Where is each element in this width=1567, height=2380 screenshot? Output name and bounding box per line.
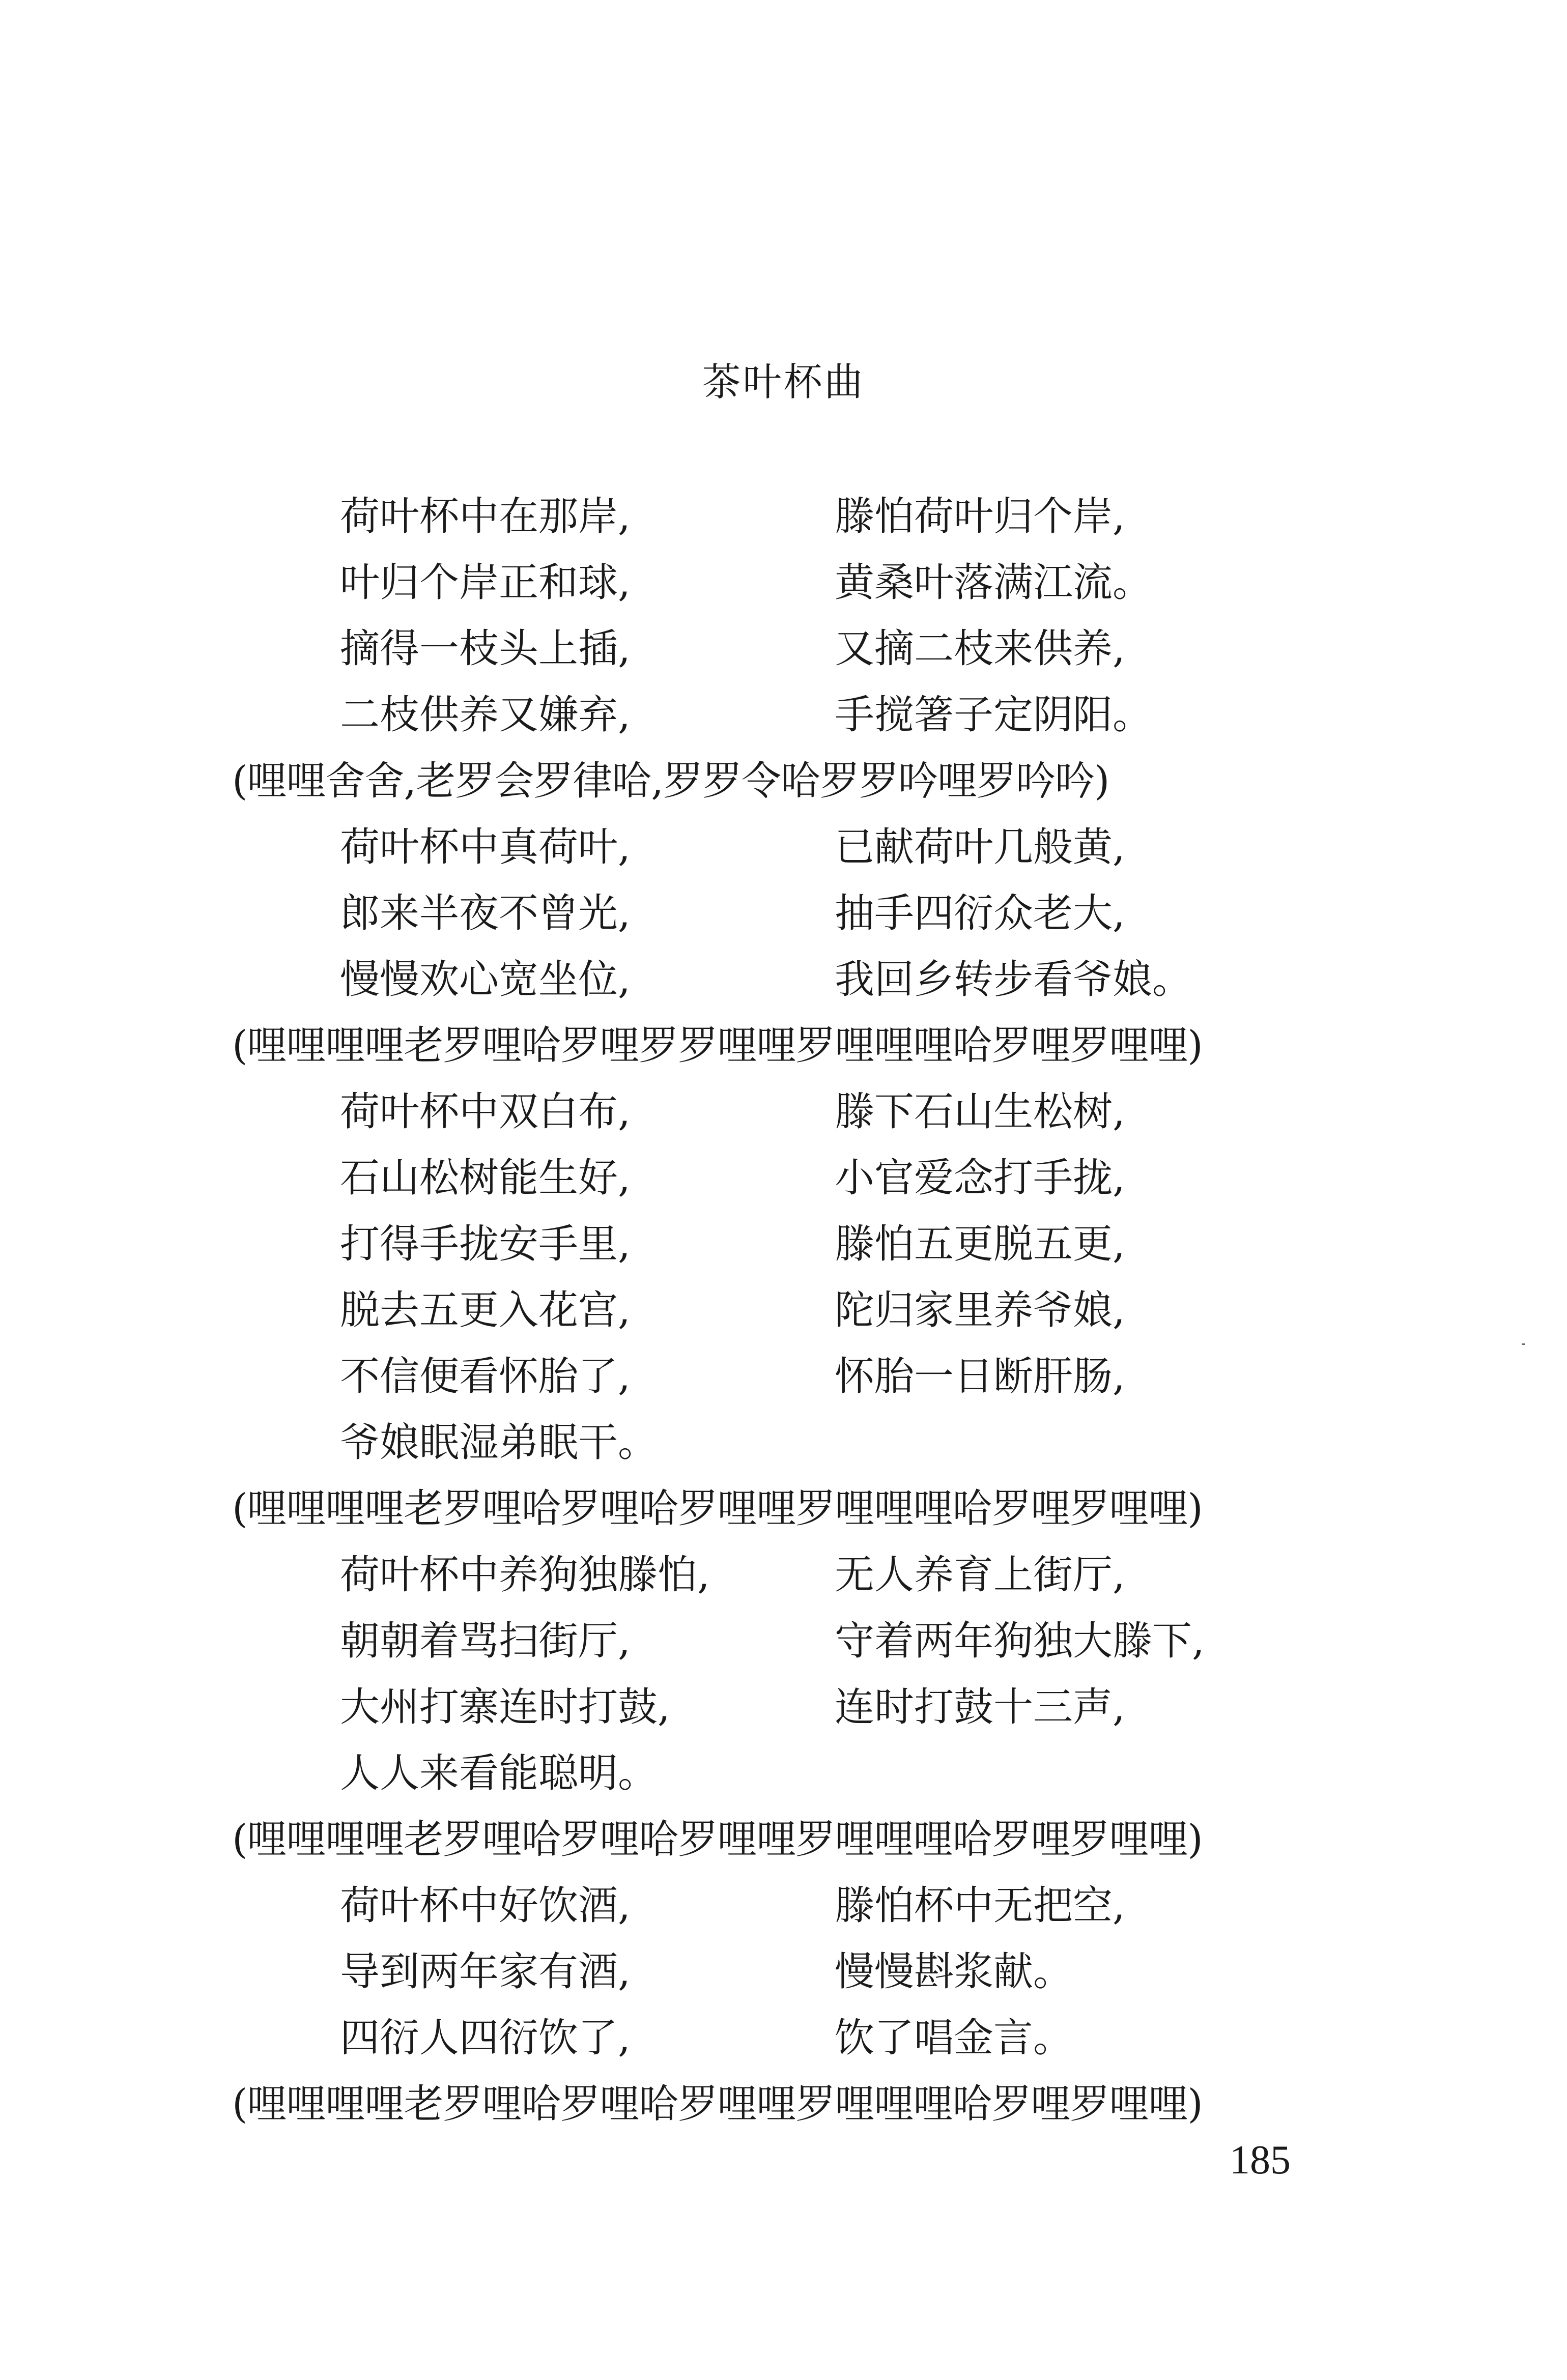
verse-right: 又摘二枝来供养, bbox=[835, 626, 1125, 672]
verse-right: 陀归家里养爷娘, bbox=[835, 1287, 1125, 1333]
verse-right: 我回乡转步看爷娘。 bbox=[835, 957, 1192, 1002]
verse-left: 爷娘眠湿弟眠干。 bbox=[340, 1420, 658, 1466]
verse-right: 连时打鼓十三声, bbox=[835, 1684, 1125, 1730]
verse-line bbox=[0, 947, 1567, 1013]
verse-line bbox=[0, 1939, 1567, 2005]
verse-left: 脱去五更入花宫, bbox=[340, 1287, 631, 1333]
verse-line bbox=[0, 1410, 1567, 1476]
verse-left: 荷叶杯中养狗独滕怕, bbox=[340, 1552, 710, 1598]
chorus-line bbox=[0, 2071, 1567, 2137]
chorus-text: (哩哩哩哩老罗哩哈罗哩哈罗哩哩罗哩哩哩哈罗哩罗哩哩) bbox=[232, 1817, 1203, 1862]
chorus-line bbox=[0, 1013, 1567, 1079]
song-title: 茶叶杯曲 bbox=[702, 359, 865, 405]
verse-right: 饮了唱金言。 bbox=[835, 2015, 1073, 2061]
scan-mark bbox=[1522, 1343, 1525, 1345]
verse-left: 朝朝着骂扫街厅, bbox=[340, 1618, 631, 1664]
verse-right: 已献荷叶几般黄, bbox=[835, 824, 1125, 870]
verse-left: 导到两年家有酒, bbox=[340, 1949, 631, 1995]
verse-line bbox=[0, 1343, 1567, 1410]
verse-left: 石山松树能生好, bbox=[340, 1155, 631, 1201]
chorus-text: (哩哩舍舍,老罗会罗律哈,罗罗令哈罗罗吟哩罗吟吟) bbox=[232, 758, 1109, 804]
verse-right: 怀胎一日断肝肠, bbox=[835, 1354, 1125, 1399]
verse-right: 慢慢斟浆献。 bbox=[835, 1949, 1073, 1995]
verse-left: 摘得一枝头上插, bbox=[340, 626, 631, 672]
verse-line bbox=[0, 2005, 1567, 2071]
verse-line bbox=[0, 1873, 1567, 1939]
chorus-line bbox=[0, 1806, 1567, 1873]
verse-line bbox=[0, 880, 1567, 947]
chorus-text: (哩哩哩哩老罗哩哈罗哩哈罗哩哩罗哩哩哩哈罗哩罗哩哩) bbox=[232, 1486, 1203, 1532]
verse-left: 郎来半夜不曾光, bbox=[340, 891, 631, 936]
verse-line bbox=[0, 814, 1567, 880]
verse-left: 荷叶杯中在那岸, bbox=[340, 494, 631, 539]
verse-right: 守着两年狗独大滕下, bbox=[835, 1618, 1205, 1664]
verse-left: 人人来看能聪明。 bbox=[340, 1751, 658, 1796]
verse-left: 荷叶杯中真荷叶, bbox=[340, 824, 631, 870]
verse-line bbox=[0, 1674, 1567, 1740]
verse-right: 黄桑叶落满江流。 bbox=[835, 560, 1153, 606]
verse-line bbox=[0, 1277, 1567, 1343]
verse-line bbox=[0, 550, 1567, 616]
chorus-line bbox=[0, 1476, 1567, 1542]
verse-line bbox=[0, 1211, 1567, 1277]
verse-right: 滕怕五更脱五更, bbox=[835, 1221, 1125, 1267]
verse-left: 慢慢欢心宽坐位, bbox=[340, 957, 631, 1002]
verse-left: 不信便看怀胎了, bbox=[340, 1354, 631, 1399]
verse-right: 滕怕杯中无把空, bbox=[835, 1883, 1125, 1929]
verse-left: 二枝供养又嫌弃, bbox=[340, 692, 631, 738]
verse-line bbox=[0, 1608, 1567, 1674]
verse-line bbox=[0, 1740, 1567, 1806]
page-number: 185 bbox=[1230, 2138, 1291, 2183]
chorus-text: (哩哩哩哩老罗哩哈罗哩罗罗哩哩罗哩哩哩哈罗哩罗哩哩) bbox=[232, 1023, 1203, 1069]
verse-line bbox=[0, 1145, 1567, 1211]
song-body bbox=[0, 483, 1567, 2137]
verse-left: 大州打寨连时打鼓, bbox=[340, 1684, 670, 1730]
verse-line bbox=[0, 682, 1567, 748]
verse-line bbox=[0, 616, 1567, 682]
verse-line bbox=[0, 483, 1567, 550]
verse-left: 叶归个岸正和球, bbox=[340, 560, 631, 606]
verse-line bbox=[0, 1542, 1567, 1608]
chorus-line bbox=[0, 748, 1567, 814]
verse-right: 手搅箸子定阴阳。 bbox=[835, 692, 1153, 738]
verse-right: 小官爱念打手拢, bbox=[835, 1155, 1125, 1201]
verse-left: 荷叶杯中双白布, bbox=[340, 1089, 631, 1135]
verse-left: 四衍人四衍饮了, bbox=[340, 2015, 631, 2061]
verse-left: 打得手拢安手里, bbox=[340, 1221, 631, 1267]
verse-right: 无人养育上街厅, bbox=[835, 1552, 1125, 1598]
verse-right: 抽手四衍众老大, bbox=[835, 891, 1125, 936]
verse-left: 荷叶杯中好饮酒, bbox=[340, 1883, 631, 1929]
verse-line bbox=[0, 1079, 1567, 1145]
verse-right: 滕下石山生松树, bbox=[835, 1089, 1125, 1135]
chorus-text: (哩哩哩哩老罗哩哈罗哩哈罗哩哩罗哩哩哩哈罗哩罗哩哩) bbox=[232, 2081, 1203, 2127]
verse-right: 滕怕荷叶归个岸, bbox=[835, 494, 1125, 539]
